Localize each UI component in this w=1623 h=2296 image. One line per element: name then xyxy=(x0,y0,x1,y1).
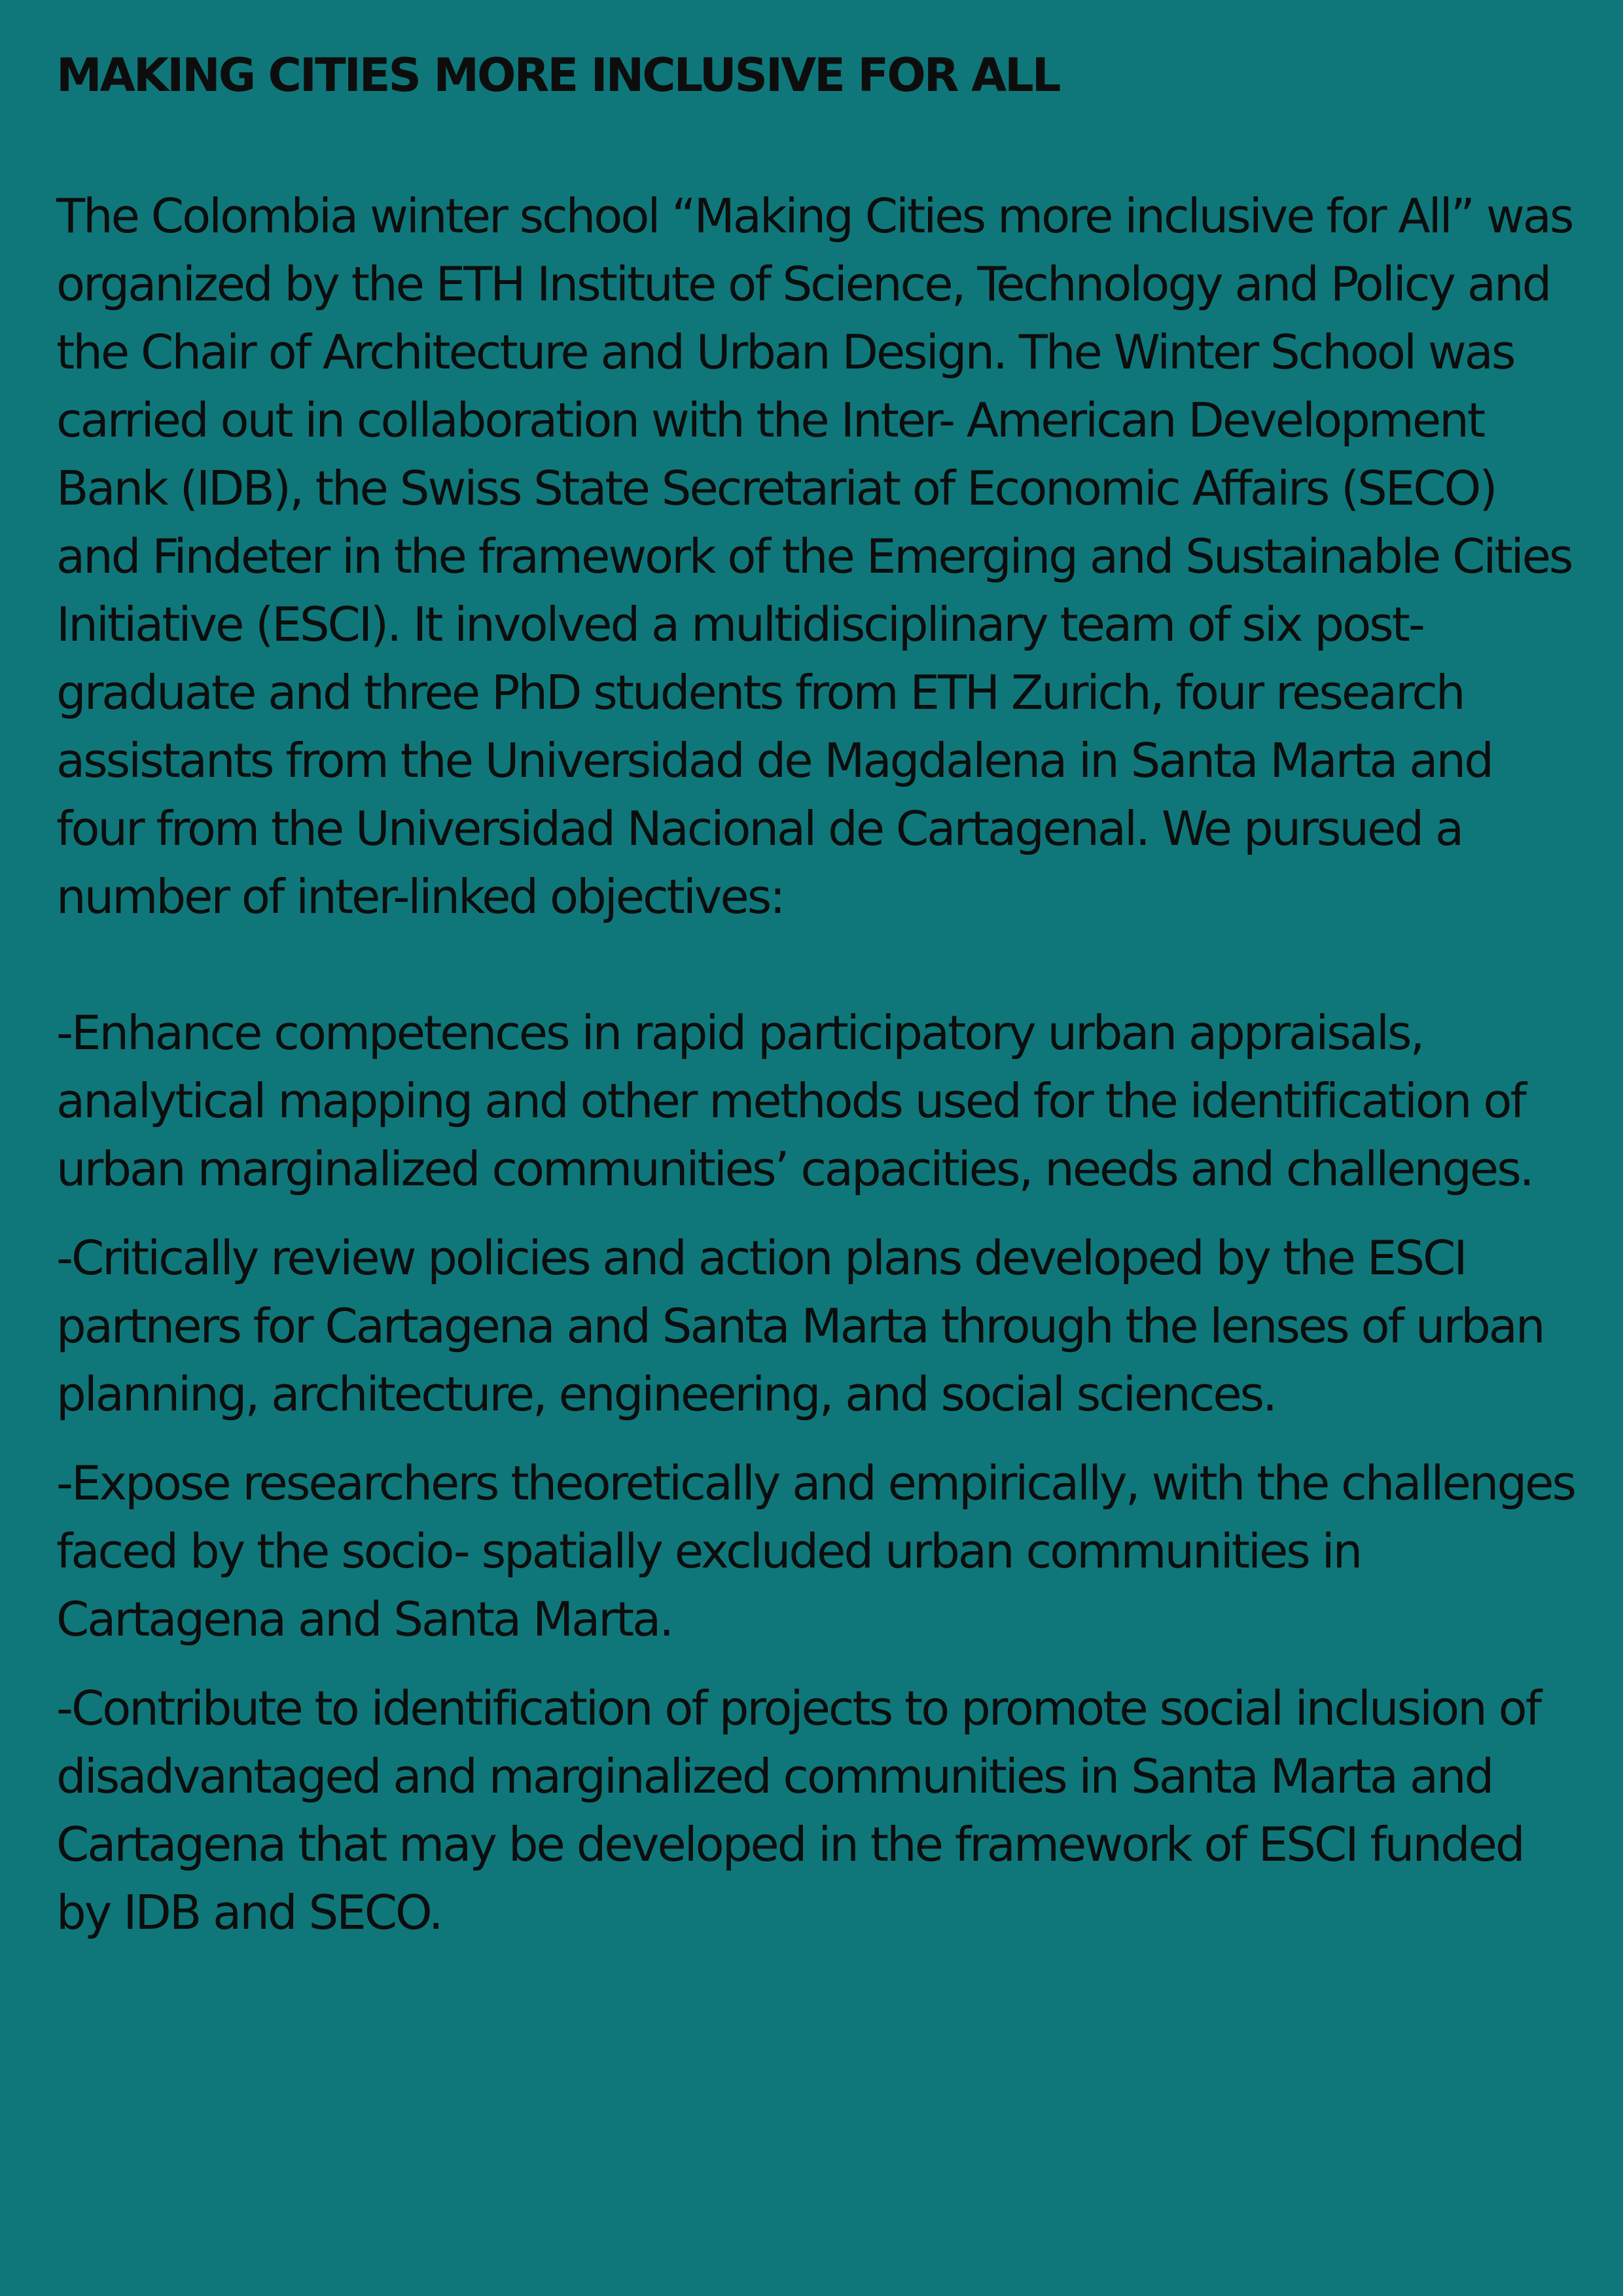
objective-item: -Expose researchers theoretically and empirically, with the challenges faced by the socio- spatially excluded urban communities in Cartagena and Santa Marta. xyxy=(56,1456,1575,1647)
document-page xyxy=(56,46,1588,1967)
objective-item: -Contribute to identification of projects to promote social inclusion of disadvantaged and marginalized communities in Santa Marta and Cartagena that may be developed in the framework of ESCI funded by IDB and SECO. xyxy=(56,1681,1541,1940)
objective-item: -Enhance competences in rapid participatory urban appraisals, analytical mapping and other methods used for the identification of urban marginalized communities’ capacities, needs and challenges. xyxy=(56,1005,1533,1196)
intro-paragraph: The Colombia winter school “Making Cities more inclusive for All” was organized by the ETH Institute of Science, Technology and Policy and the Chair of Architecture and Urban Design. The Winter School was carried out in collaboration with the Inter- American Development Bank (IDB), the Swiss State Secretariat of Economic Affairs (SECO) and Findeter in the framework of the Emerging and Sustainable Cities Initiative (ESCI). It involved a multidisciplinary team of six post-graduate and three PhD students from ETH Zurich, four research assistants from the Universidad de Magdalena in Santa Marta and four from the Universidad Nacional de Cartagenal. We pursued a number of inter-linked objectives: xyxy=(56,188,1573,924)
page-title: MAKING CITIES MORE INCLUSIVE FOR ALL xyxy=(56,48,1060,102)
objective-item: -Critically review policies and action plans developed by the ESCI partners for Cartagena and Santa Marta through the lenses of urban planning, architecture, engineering, and social sciences. xyxy=(56,1230,1544,1422)
